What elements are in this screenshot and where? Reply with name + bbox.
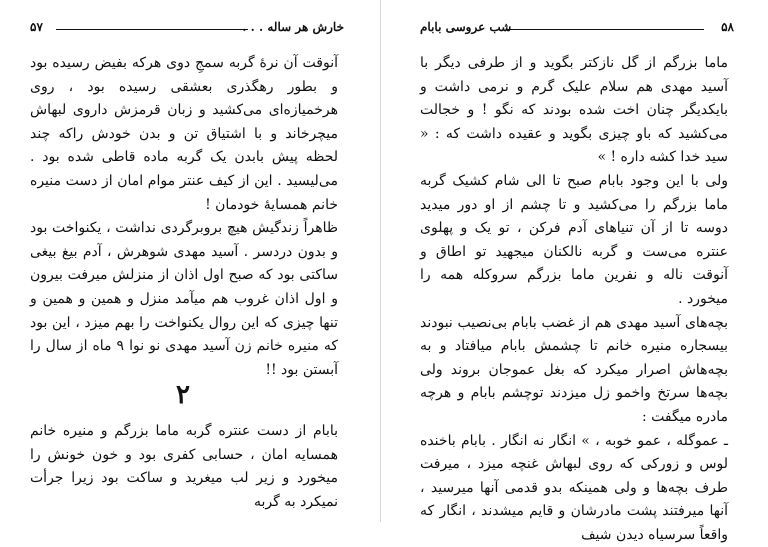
left-paragraph-2: ظاهراً زندگیش هیچ بروبرگردی نداشت ، یکنواخت بود و بدون دردسر . آسید مهدی شوهرش ، آدم بیغ بیغی ساکتی بود که صبح اول اذان از منزلش میرفت بیرون و اول اذان غروب هم میآمد منزل و همین و همین و تنها چیزی که این روال یکنواخت را بهم میزد ، این بود که منیره خانم زن آسید مهدی نو نوا ۹ ماه از سال را آبستن بود !! — [30, 217, 338, 382]
right-paragraph-1: ماما بزرگم از گل نازکتر بگوید و از طرفی دیگر با آسید مهدی هم سلام علیک گرم و نرمی داشت و بایکدیگر چنان اخت شده بودند که نگو ! و خجالت می‌کشید که باو چیزی بگوید و عقیده داشت که : « سید خدا کشه داره ! » — [420, 52, 728, 170]
chapter-number: ۲ — [8, 380, 358, 410]
right-paragraph-2: ولی با این وجود بابام صبح تا الی شام کشیک گربه ماما بزرگم را می‌کشید و تا چشم از او دور میدید دوسه تا از آن تنیاهای آدم فرکن ، تو یک و پهلوی عنتره می‌ست و گربه نالکنان میجهید تو اطاق و آنوقت ناله و نفرین ماما بزرگم سروکله همه را میخورد . — [420, 170, 728, 312]
left-page-header — [30, 20, 344, 40]
right-page-body — [420, 52, 728, 547]
right-running-title: شب عروسی بابام — [420, 20, 511, 34]
right-page-number: ۵۸ — [721, 20, 734, 34]
left-page-body — [30, 52, 338, 382]
left-running-title: خارش هر ساله . . . — [242, 20, 344, 34]
left-page-chapter-body — [30, 420, 338, 514]
right-paragraph-4: ـ عموگله ، عمو خوبه ، » انگار نه انگار . بابام باخنده لوس و زورکی که روی لبهاش غنچه میزد ، میرفت طرف بچه‌ها و ولی همینکه بدو قدمی آنها میرسید ، آنها میرفتند پشت مادرشان و قایم میشدند ، انگار که واقعاً سرسیاه دیدن شیف — [420, 430, 728, 547]
left-page-number: ۵۷ — [30, 20, 43, 34]
right-page-header — [420, 20, 734, 40]
right-header-rule — [506, 29, 704, 30]
book-spine — [380, 0, 381, 522]
chapter-paragraph-1: بابام از دست عنتره گربه ماما بزرگم و منیره خانم همسایه امان ، حسابی کفری بود و خون خونش را میخورد و زیر لب میغرید و ساکت بود زیرا جرأت نمیکرد به گربه — [30, 420, 338, 514]
right-paragraph-3: بچه‌های آسید مهدی هم از غضب بابام بی‌نصیب نبودند بیسجاره منیره خانم تا چشمش بابام میافتاد و به بچه‌هاش اصرار میکرد که بغل عموجان بروند ولی بچه‌ها سرتخ واخمو زل میزدند توچشم بابام و هرچه مادره میگفت : — [420, 312, 728, 430]
right-page — [398, 8, 748, 514]
left-header-rule — [56, 29, 248, 30]
left-page — [8, 8, 358, 514]
left-paragraph-1: آنوقت آن نرهٔ گربه سمجِ دوی هرکه بفیض رسیده بود و بطور رهگذری بعشقی رسیده بود ، روی هرخمیازه‌ای می‌کشید و زبان قرمزش داروی لبهاش میچرخاند و با اشتیاق تن و بدن خودش راکه چند لحظه پیش بابدن یک گربه ماده قاطی شده بود . می‌لیسید . این از کیف عنتر موام امان از دست منیره خانم همسایهٔ خودمان ! — [30, 52, 338, 217]
